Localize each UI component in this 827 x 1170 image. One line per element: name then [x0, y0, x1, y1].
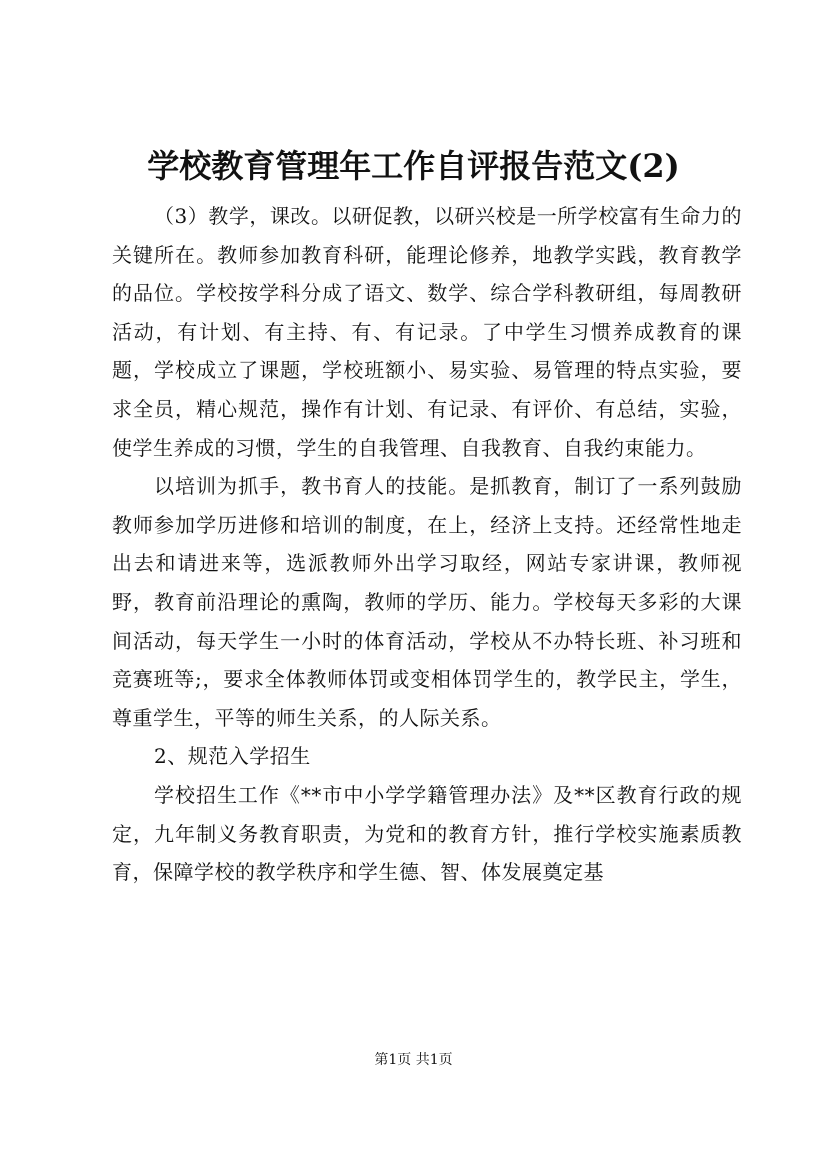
section-heading: 2、规范入学招生 — [154, 744, 311, 769]
paragraph-enrollment: 学校招生工作《**市中小学学籍管理办法》及**区教育行政的规定，九年制义务教育职责，为党和的教育方针，推行学校实施素质教育，保障学校的教学秩序和学生德、智、体发展奠定基 — [112, 782, 742, 885]
document-body — [112, 197, 742, 892]
page-footer: 第1页 共1页 — [374, 1052, 453, 1068]
paragraph-teacher-training: 以培训为抓手，教书育人的技能。是抓教育，制订了一系列鼓励教师参加学历进修和培训的制度，在上，经济上支持。还经常性地走出去和请进来等，选派教师外出学习取经，网站专家讲课，教师视野，教育前沿理论的熏陶，教师的学历、能力。学校每天多彩的大课间活动，每天学生一小时的体育活动，学校从不办特长班、补习班和竞赛班等;，要求全体教师体罚或变相体罚学生的，教学民主，学生，尊重学生，平等的师生关系，的人际关系。 — [112, 474, 742, 730]
document-title: 学校教育管理年工作自评报告范文(2) — [147, 147, 680, 185]
paragraph-teaching-reform: （3）教学，课改。以研促教，以研兴校是一所学校富有生命力的关键所在。教师参加教育科研，能理论修养，地教学实践，教育教学的品位。学校按学科分成了语文、数学、综合学科教研组，每周教研活动，有计划、有主持、有、有记录。了中学生习惯养成教育的课题，学校成立了课题，学校班额小、易实验、易管理的特点实验，要求全员，精心规范，操作有计划、有记录、有评价、有总结，实验，使学生养成的习惯，学生的自我管理、自我教育、自我约束能力。 — [112, 204, 742, 460]
